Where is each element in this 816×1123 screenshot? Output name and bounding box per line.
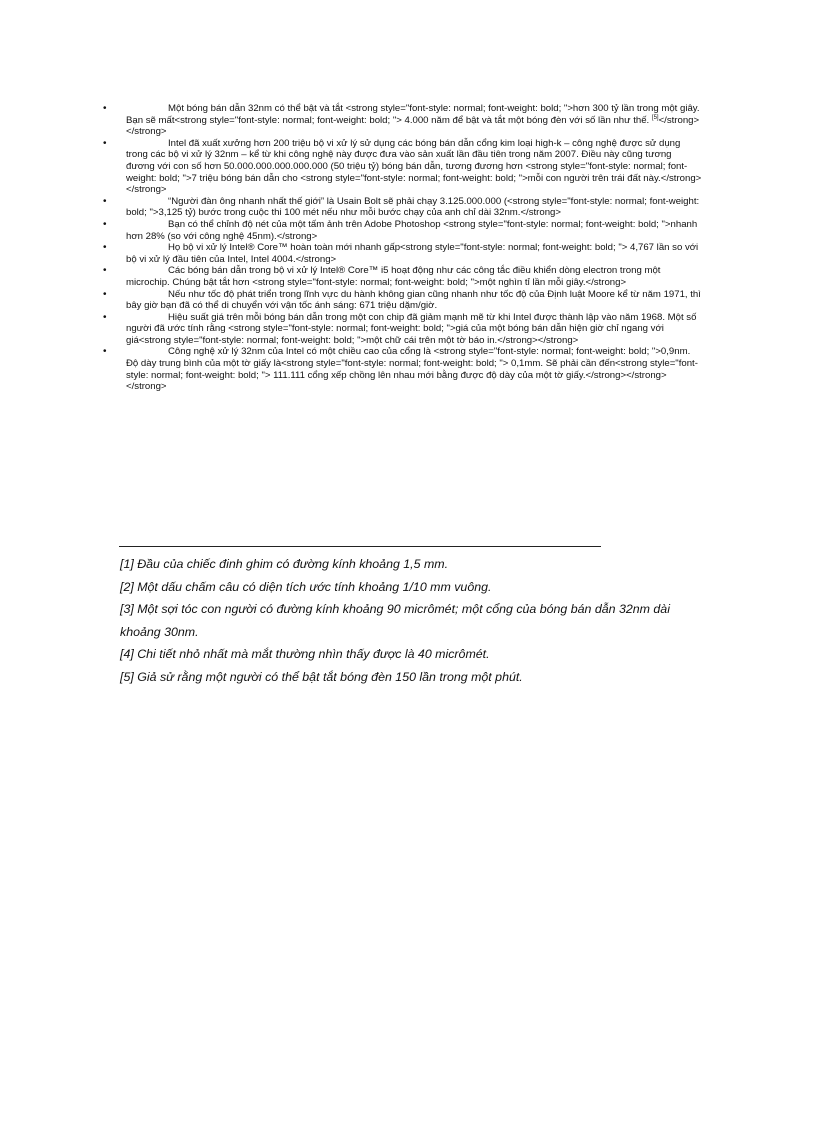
list-item [0,242,816,265]
list-item [0,346,816,392]
list-item [0,289,816,312]
list-item [0,138,816,196]
facts-list [0,103,816,393]
bullet-icon: • [103,218,107,230]
list-item-text: Các bóng bán dẫn trong bộ vi xử lý Intel® Core™ i5 hoạt động như các công tắc điều khiển dòng electron trong một microchip. Chúng bật tắt hơn <strong style="font-style: normal; font-weight: bold; ">một nghìn tỉ lần mỗi giây.</strong> [126,265,661,288]
list-item-text [126,103,700,137]
footnote-2: [2] Một dấu chấm câu có diện tích ước tính khoảng 1/10 mm vuông. [120,579,492,594]
footnote-1: [1] Đầu của chiếc đinh ghim có đường kính khoảng 1,5 mm. [120,557,449,571]
footnote-divider [119,546,601,547]
list-item [0,196,816,219]
bullet-icon: • [103,242,107,254]
list-item [0,312,816,347]
footnote-5: [5] Giả sử rằng một người có thể bật tắt bóng đèn 150 lần trong một phút. [120,669,523,684]
list-item-text-tail: </strong></strong> [126,114,700,138]
list-item [0,219,816,242]
footnotes [120,553,710,689]
list-item-text: Bạn có thể chỉnh độ nét của một tấm ảnh trên Adobe Photoshop <strong style="font-style: normal; font-weight: bold; ">nhanh hơn 28% (so với công nghệ 45nm).</strong> [126,218,698,242]
list-item-text: “Người đàn ông nhanh nhất thế giới” là Usain Bolt sẽ phải chạy 3.125.000.000 (<strong style="font-style: normal; font-weight: bold; ">3,125 tỷ) bước trong cuộc thi 100 mét nếu như mỗi bước chạy của anh chỉ dài 32nm.</strong> [126,195,700,219]
bullet-icon: • [103,311,107,323]
footnote-reference[interactable]: [5] [651,114,659,121]
bullet-icon: • [103,346,107,358]
bullet-icon: • [103,288,107,300]
list-item-text: Họ bộ vi xử lý Intel® Core™ hoàn toàn mới nhanh gấp<strong style="font-style: normal; font-weight: bold; "> 4,767 lần so với bộ vi xử lý đầu tiên của Intel, Intel 4004.</strong> [126,242,699,265]
bullet-icon: • [103,195,107,207]
bullet-icon: • [103,265,107,277]
footnote-4: [4] Chi tiết nhỏ nhất mà mắt thường nhìn thấy được là 40 micrômét. [120,647,490,662]
list-item-text-main: Một bóng bán dẫn 32nm có thể bật và tắt <strong style="font-style: normal; font-weight: bold; ">hơn 300 tỷ lần trong một giây. Bạn sẽ mất<strong style="font-style: normal; font-weight: bold; "> 4.000 năm để bật và tắt một bóng đèn với số lần như thế. [126,103,700,126]
bullet-icon: • [103,137,107,149]
list-item [0,265,816,288]
list-item-text: Công nghệ xử lý 32nm của Intel có một chiều cao của cổng là <strong style="font-style: normal; font-weight: bold; ">0,9nm. Độ dày trung bình của một tờ giấy là<strong style="font-style: normal; font-weight: bold; "> 0,1mm. Sẽ phải cần đến<strong style="font-style: normal; font-weight: bold; "> 111.111 cổng xếp chồng lên nhau mới bằng được độ dày của một tờ giấy.</strong></strong></strong> [126,346,698,393]
list-item-text: Hiệu suất giá trên mỗi bóng bán dẫn trong một con chip đã giảm mạnh mẽ từ khi Intel được thành lập vào năm 1968. Một số người đã ước tính rằng <strong style="font-style: normal; font-weight: bold; ">giá của một bóng bán dẫn hiện giờ chỉ ngang với giá<strong style="font-style: normal; font-weight: bold; ">một chữ cái trên một tờ báo in.</strong></strong> [126,311,697,346]
list-item-text: Intel đã xuất xưởng hơn 200 triệu bộ vi xử lý sử dụng các bóng bán dẫn cổng kim loại high-k – công nghệ được sử dụng trong các bộ vi xử lý 32nm – kể từ khi công nghệ này được đưa vào sản xuất lần đầu tiên trong năm 2007. Điều này cũng tương đương với con số hơn 50.000.000.000.000.000 (50 triệu tỷ) bóng bán dẫn, tương đương hơn <strong style="font-style: normal; font-weight: bold; ">7 triệu bóng bán dẫn cho <strong style="font-style: normal; font-weight: bold; ">mỗi con người trên trái đất này.</strong></strong> [126,137,702,196]
list-item-text: Nếu như tốc độ phát triển trong lĩnh vực du hành không gian cũng nhanh như tốc độ của Định luật Moore kể từ năm 1971, thì bây giờ bạn đã có thể di chuyển với vận tốc ánh sáng: 671 triệu dặm/giờ. [126,288,701,312]
footnote-3: [3] Một sợi tóc con người có đường kính khoảng 90 micrômét; một cổng của bóng bán dẫn 32nm dài khoảng 30nm. [120,602,670,639]
bullet-icon: • [103,103,107,114]
list-item [0,103,816,138]
